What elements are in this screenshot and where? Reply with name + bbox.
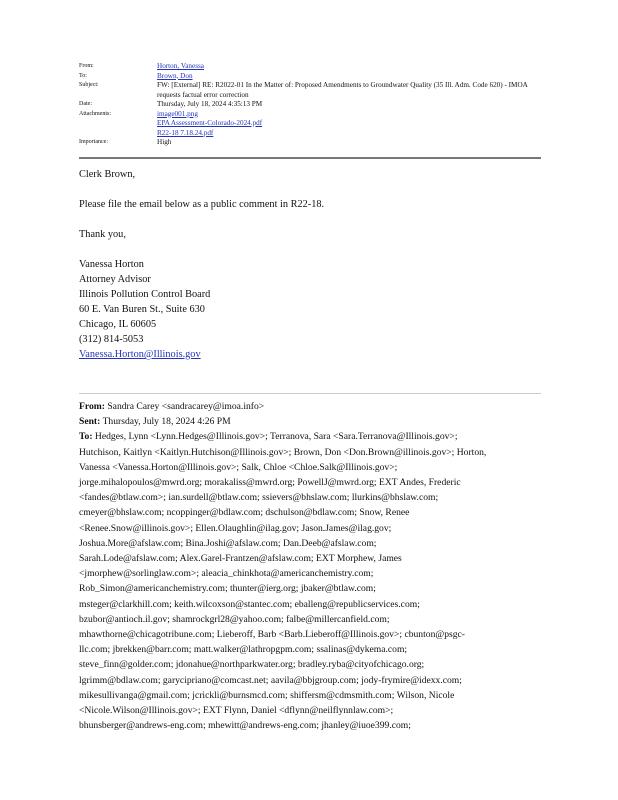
recipient-line: Rob_Simon@americanchemistry.com; thunter@ierg.org; jbaker@btlaw.com;: [79, 583, 376, 595]
attachment-link[interactable]: EPA Assessment-Colorado-2024.pdf: [157, 119, 263, 127]
header-subject-row: [79, 81, 541, 100]
forwarded-message: [79, 399, 541, 733]
header-divider: [79, 157, 541, 159]
recipient-line: <fandes@btlaw.com>; ian.surdell@btlaw.com; ssievers@bhslaw.com; llurkins@bhslaw.com;: [79, 492, 439, 504]
recipient-line: cmeyer@bhslaw.com; ncoppinger@bdlaw.com; dschulson@bdlaw.com; Snow, Renee: [79, 507, 410, 519]
header-attachments-row: [79, 110, 541, 139]
subject-label: Subject:: [79, 82, 99, 88]
to-label: To:: [79, 72, 87, 79]
from-value[interactable]: Horton, Vanessa: [157, 62, 204, 70]
recipient-line: lgrimm@bdlaw.com; garycipriano@comcast.net; aavila@bbjgroup.com; jody-frymire@idexx.com;: [79, 674, 462, 686]
to-value[interactable]: Brown, Don: [157, 71, 193, 80]
date-value: Thursday, July 18, 2024 4:35:13 PM: [157, 100, 263, 108]
recipient-line: jorge.mihalopoulos@mwrd.org; morakaliss@mwrd.org; PowellJ@mwrd.org; EXT Andes, Frederic: [79, 477, 461, 489]
subject-value: FW: [External] RE: R2022-01 In the Matter of: Proposed Amendments to Groundwater Quality (35 Ill. Adm. Code 620) - IMOA requests factual error correction: [157, 81, 528, 99]
signature-organization: Illinois Pollution Control Board: [79, 289, 211, 300]
orig-sent-value: Thursday, July 18, 2024 4:26 PM: [102, 416, 231, 428]
importance-value: High: [157, 138, 172, 146]
recipient-line: llc.com; jbrekken@barr.com; matt.walker@lathropgpm.com; ssalinas@dykema.com;: [79, 644, 408, 656]
orig-sent-line: [79, 414, 541, 429]
signature-phone: (312) 814-5053: [79, 334, 144, 345]
orig-from-label: From:: [79, 401, 105, 412]
recipient-line: steve_finn@golder.com; jdonahue@northparkwater.org; bradley.ryba@cityofchicago.org;: [79, 659, 425, 671]
message-paragraph: Please file the email below as a public comment in R22-18.: [79, 199, 325, 210]
date-label: Date:: [79, 101, 92, 107]
recipient-line: <Nicole.Wilson@Illinois.gov>; EXT Flynn, Daniel <dflynn@neilflynnlaw.com>;: [79, 705, 394, 717]
recipient-line: bhunsberger@andrews-eng.com; mhewitt@andrews-eng.com; jhanley@iuoe399.com;: [79, 720, 411, 732]
header-date-row: [79, 100, 541, 110]
recipient-line: bzubor@antioch.il.gov; shamrockgrl28@yahoo.com; falbe@millercanfield.com;: [79, 613, 390, 625]
recipient-line: Joshua.More@afslaw.com; Bina.Joshi@afslaw.com; Dan.Deeb@afslaw.com;: [79, 537, 377, 549]
recipient-line: Vanessa <Vanessa.Horton@Illinois.gov>; Salk, Chloe <Chloe.Salk@Illinois.gov>;: [79, 461, 398, 473]
orig-sent-label: Sent:: [79, 416, 101, 428]
attachments-label: Attachments:: [79, 110, 111, 117]
signature-street: 60 E. Van Buren St., Suite 630: [79, 304, 205, 315]
from-label: From:: [79, 63, 94, 69]
email-header: [79, 62, 541, 148]
signature-email-link[interactable]: Vanessa.Horton@Illinois.gov: [79, 349, 201, 360]
recipient-line: msteger@clarkhill.com; keith.wilcoxson@stantec.com; eballeng@republicservices.com;: [79, 598, 420, 610]
signature-block: [79, 257, 541, 362]
message-body: [79, 167, 541, 362]
header-to-row: [79, 72, 541, 82]
importance-label: Importance:: [79, 139, 108, 145]
signature-name: Vanessa Horton: [79, 259, 144, 270]
orig-from-line: [79, 399, 541, 414]
recipient-line: mhawthorne@chicagotribune.com; Lieberoff, Barb <Barb.Lieberoff@Illinois.gov>; cbunton@psgc-: [79, 629, 465, 641]
signature-title: Attorney Advisor: [79, 274, 151, 285]
attachments-list: [157, 110, 541, 139]
signature-city: Chicago, IL 60605: [79, 319, 157, 330]
recipient-line: Hutchison, Kaitlyn <Kaitlyn.Hutchison@Illinois.gov>; Brown, Don <Don.Brown@illinois.gov>; Horton,: [79, 446, 487, 458]
attachment-link[interactable]: R22-18 7.18.24.pdf: [157, 128, 214, 137]
recipient-line: <Renee.Snow@illinois.gov>; Ellen.Olaughlin@ilag.gov; Jason.James@ilag.gov;: [79, 522, 392, 534]
orig-to-label: To:: [79, 431, 93, 443]
recipient-line: Sarah.Lode@afslaw.com; Alex.Garel-Frantzen@afslaw.com; EXT Morphew, James: [79, 553, 402, 565]
greeting: Clerk Brown,: [79, 169, 136, 180]
recipient-line: mikesullivanga@gmail.com; jcrickli@burnsmcd.com; shiffersm@cdmsmith.com; Wilson, Nicole: [79, 689, 455, 701]
recipient-line: Hedges, Lynn <Lynn.Hedges@Illinois.gov>; Terranova, Sara <Sara.Terranova@Illinois.gov>;: [94, 431, 458, 443]
header-importance-row: [79, 138, 541, 148]
orig-from-value: Sandra Carey <sandracarey@imoa.info>: [107, 401, 265, 412]
closing: Thank you,: [79, 229, 126, 240]
orig-to-line: [79, 429, 541, 444]
attachment-link[interactable]: image001.png: [157, 109, 198, 118]
header-from-row: [79, 62, 541, 72]
quoted-divider: [79, 393, 541, 394]
recipient-line: <jmorphew@sorlinglaw.com>; aleacia_chinkhota@americanchemistry.com;: [79, 568, 374, 580]
